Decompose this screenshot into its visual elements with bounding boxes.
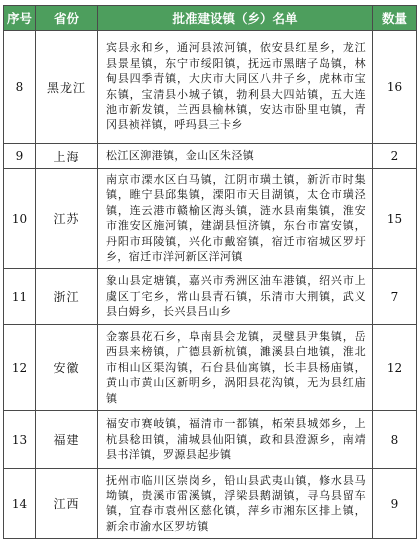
row-province: 黑龙江: [36, 31, 98, 144]
row-province: 浙江: [36, 269, 98, 325]
row-names: 象山县定塘镇，嘉兴市秀洲区油车港镇，绍兴市上虞区丁宅乡，常山县青石镇，乐清市大荆镇，武义县白姆乡，长兴县吕山乡: [98, 269, 373, 325]
row-count: 9: [373, 469, 417, 539]
row-seq: 14: [4, 469, 36, 539]
row-seq: 11: [4, 269, 36, 325]
row-names: 抚州市临川区崇岗乡，铅山县武夷山镇，修水县马坳镇，贵溪市雷溪镇，浮梁县鹅湖镇，寻乌县留车镇，宜春市袁州区慈化镇，萍乡市湘东区排上镇，新余市渝水区罗坊镇: [98, 469, 373, 539]
row-count: 8: [373, 411, 417, 469]
header-count: 数量: [373, 6, 417, 31]
header-seq: 序号: [4, 6, 36, 31]
table-row: [4, 325, 417, 411]
row-province: 江苏: [36, 169, 98, 269]
row-names: 宾县永和乡，通河县浓河镇，依安县红星乡，龙江县景星镇，东宁市绥阳镇，抚远市黑瞎子岛镇，林甸县四季青镇，大庆市大同区八井子乡，虎林市宝东镇，宝清县小城子镇，勃利县大四站镇，五大连池市新发镇，兰西县榆林镇，安达市卧里屯镇，青冈县祯祥镇，呼玛县三卡乡: [98, 31, 373, 144]
row-province: 上海: [36, 144, 98, 169]
row-seq: 13: [4, 411, 36, 469]
table-row: [4, 469, 417, 539]
row-count: 15: [373, 169, 417, 269]
header-province: 省份: [36, 6, 98, 31]
row-names: 金寨县花石乡，阜南县会龙镇，灵璧县尹集镇，岳西县来榜镇，广德县新杭镇，濉溪县白地镇，淮北市相山区渠沟镇，石台县仙寓镇，长丰县杨庙镇，黄山市黄山区新明乡，涡阳县花沟镇，无为县红庙镇: [98, 325, 373, 411]
table-row: [4, 169, 417, 269]
row-count: 2: [373, 144, 417, 169]
row-seq: 8: [4, 31, 36, 144]
table-row: [4, 411, 417, 469]
row-seq: 10: [4, 169, 36, 269]
row-count: 16: [373, 31, 417, 144]
header-row: [4, 6, 417, 31]
row-seq: 12: [4, 325, 36, 411]
table-row: [4, 31, 417, 144]
row-count: 12: [373, 325, 417, 411]
table-row: [4, 144, 417, 169]
row-count: 7: [373, 269, 417, 325]
row-names: 南京市溧水区白马镇，江阴市璜土镇，新沂市时集镇，睢宁县邱集镇，溧阳市天目湖镇，太仓市璜泾镇，连云港市赣榆区海头镇，涟水县南集镇，淮安市淮安区施河镇，建湖县恒济镇，东台市富安镇，丹阳市珥陵镇，兴化市戴窑镇，宿迁市宿城区罗圩乡，宿迁市洋河新区洋河镇: [98, 169, 373, 269]
row-seq: 9: [4, 144, 36, 169]
town-list-table: [3, 5, 417, 539]
header-names: 批准建设镇（乡）名单: [98, 6, 373, 31]
row-names: 福安市赛岐镇，福清市一都镇，柘荣县城郊乡，上杭县稔田镇，浦城县仙阳镇，政和县澄源乡，南靖县书洋镇，罗源县起步镇: [98, 411, 373, 469]
row-province: 江西: [36, 469, 98, 539]
row-province: 安徽: [36, 325, 98, 411]
row-province: 福建: [36, 411, 98, 469]
table-row: [4, 269, 417, 325]
row-names: 松江区泖港镇，金山区朱泾镇: [98, 144, 373, 169]
